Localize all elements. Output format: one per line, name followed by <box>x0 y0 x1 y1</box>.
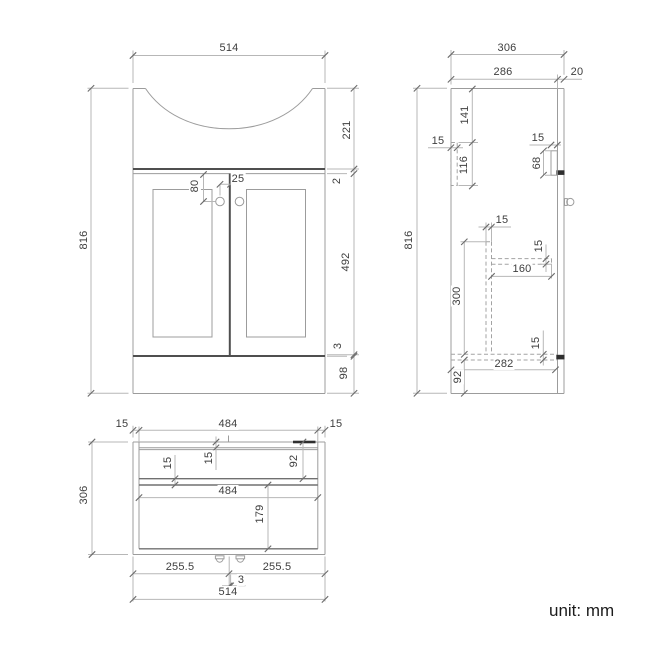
side-knob-icon <box>565 198 574 205</box>
dim-plan-inner-width-top: 484 <box>218 417 238 430</box>
dim-plan-door-right: 255.5 <box>262 560 292 573</box>
dim-plan-front-depth: 179 <box>253 504 266 524</box>
dim-plan-door-left: 255.5 <box>165 560 195 573</box>
dim-front-handle-drop: 80 <box>188 179 201 193</box>
dim-side-body-depth: 286 <box>493 65 513 78</box>
dim-plan-basin-depth: 92 <box>287 454 300 468</box>
dim-plan-wall-right: 15 <box>329 417 343 430</box>
dim-side-partition-height: 300 <box>450 286 463 306</box>
dim-front-handle-offset: 25 <box>231 172 245 185</box>
dim-plan-inner-width: 484 <box>218 484 238 497</box>
dim-side-overall-height: 816 <box>402 230 415 250</box>
dim-front-counter-gap: 2 <box>330 177 343 185</box>
unit-note: unit: mm <box>549 601 615 620</box>
dim-side-bottom-thickness: 15 <box>529 336 542 350</box>
dim-side-hinge-height: 68 <box>530 156 543 170</box>
dim-side-plinth-height: 92 <box>451 370 464 384</box>
dim-front-overall-height: 816 <box>77 230 90 250</box>
dim-side-shelf-thickness: 15 <box>532 239 545 253</box>
dim-plan-rail-thickness: 15 <box>161 456 174 470</box>
plan-knob-left-icon <box>215 556 224 562</box>
front-view <box>88 51 360 397</box>
dim-side-partition-thickness: 15 <box>495 213 509 226</box>
dim-front-basin-height: 221 <box>340 120 353 140</box>
dim-front-bottom-gap: 3 <box>331 342 344 350</box>
dim-side-shelf-depth: 160 <box>512 262 532 275</box>
front-knob-left-icon <box>216 197 225 206</box>
dim-plan-overall-depth: 306 <box>77 485 90 505</box>
dim-plan-back-thickness: 15 <box>202 451 215 465</box>
front-knob-right-icon <box>235 197 244 206</box>
dim-plan-door-gap: 3 <box>237 573 245 586</box>
dim-side-bracket-width: 15 <box>431 134 445 147</box>
dim-front-overall-width: 514 <box>219 41 239 54</box>
dim-plan-wall-left: 15 <box>115 417 129 430</box>
dim-side-bracket-height: 116 <box>457 155 470 175</box>
plan-knob-right-icon <box>236 556 245 562</box>
dim-side-door-thickness: 20 <box>570 65 584 78</box>
dim-front-plinth-height: 98 <box>337 366 350 380</box>
dim-side-bracket-top-offset: 141 <box>458 105 471 125</box>
dim-front-door-height: 492 <box>339 252 352 272</box>
dim-side-overall-depth: 306 <box>497 41 517 54</box>
dim-side-hinge-width: 15 <box>531 131 545 144</box>
dim-plan-overall-width: 514 <box>218 585 238 598</box>
dim-side-bottom-depth: 282 <box>494 357 514 370</box>
